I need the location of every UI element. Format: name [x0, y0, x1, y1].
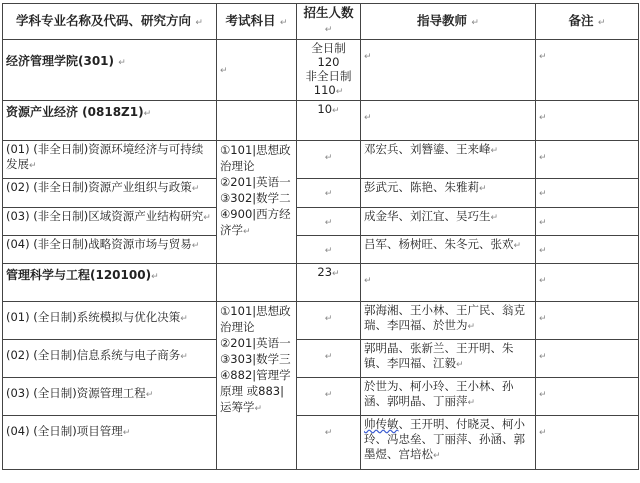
program-teachers: 吕军、杨树旺、朱冬元、张欢↵ — [361, 236, 536, 264]
program-label: (03) (全日制)资源管理工程↵ — [3, 378, 217, 416]
program-row: (03) (非全日制)区域资源产业结构研究↵ ↵ 成金华、刘江宜、吴巧生↵ ↵ — [3, 208, 639, 236]
section-quota: 23↵ — [297, 264, 361, 302]
program-row: (03) (全日制)资源管理工程↵ ↵ 於世为、柯小玲、王小林、孙涵、郭明晶、丁丽萍↵ ↵ — [3, 378, 639, 416]
program-teachers: 郭海湘、王小林、王广民、翁克瑞、李四福、於世为↵ — [361, 302, 536, 340]
program-row: (02) (非全日制)资源产业组织与政策↵ ↵ 彭武元、陈艳、朱雅莉↵ ↵ — [3, 179, 639, 208]
program-teachers: 彭武元、陈艳、朱雅莉↵ — [361, 179, 536, 208]
program-row: (01) (非全日制)资源环境经济与可持续发展↵ ①101|思想政治理论 ②201|英语一 ③302|数学二④900|西方经济学↵ ↵ 邓宏兵、刘簪鎏、王来峰↵ ↵ — [3, 141, 639, 179]
header-row — [3, 4, 639, 40]
header-teachers: 指导教师 ↵ — [361, 4, 536, 40]
section-row: 管理科学与工程(120100)↵ 23↵ ↵ ↵ — [3, 264, 639, 302]
program-row: (04) (非全日制)战略资源市场与贸易↵ ↵ 吕军、杨树旺、朱冬元、张欢↵ ↵ — [3, 236, 639, 264]
section-quota: 10↵ — [297, 101, 361, 141]
program-teachers: 帅传敏、王开明、付晓灵、柯小玲、冯忠垒、丁丽萍、孙涵、郭墨煜、宫培松↵ — [361, 416, 536, 470]
section-name: 资源产业经济 (0818Z1)↵ — [3, 101, 217, 141]
program-row: (01) (全日制)系统模拟与优化决策↵ ①101|思想政治理论 ②201|英语一 ③303|数学三④882|管理学原理 或883|运筹学↵ ↵ 郭海湘、王小林、王广民、翁克瑞、李四福、於世为↵ ↵ — [3, 302, 639, 340]
exam-subjects: ①101|思想政治理论 ②201|英语一 ③303|数学三④882|管理学原理 或883|运筹学↵ — [217, 302, 297, 470]
program-teachers: 郭明晶、张新兰、王开明、朱镇、李四福、江毅↵ — [361, 340, 536, 378]
program-teachers: 成金华、刘江宜、吴巧生↵ — [361, 208, 536, 236]
college-row: 经济管理学院(301) ↵ ↵ 全日制 120 非全日制 110↵ ↵ ↵ — [3, 40, 639, 101]
program-row: (04) (全日制)项目管理↵ ↵ 帅传敏、王开明、付晓灵、柯小玲、冯忠垒、丁丽萍、孙涵、郭墨煜、宫培松↵ ↵ — [3, 416, 639, 470]
program-row: (02) (全日制)信息系统与电子商务↵ ↵ 郭明晶、张新兰、王开明、朱镇、李四福、江毅↵ ↵ — [3, 340, 639, 378]
program-label: (04) (全日制)项目管理↵ — [3, 416, 217, 470]
header-exam: 考试科目 ↵ — [217, 4, 297, 40]
header-subject: 学科专业名称及代码、研究方向 ↵ — [3, 4, 217, 40]
program-label: (02) (非全日制)资源产业组织与政策↵ — [3, 179, 217, 208]
section-name: 管理科学与工程(120100)↵ — [3, 264, 217, 302]
enrollment-table — [2, 3, 639, 470]
program-label: (01) (非全日制)资源环境经济与可持续发展↵ — [3, 141, 217, 179]
section-row: 资源产业经济 (0818Z1)↵ 10↵ ↵ ↵ — [3, 101, 639, 141]
program-label: (01) (全日制)系统模拟与优化决策↵ — [3, 302, 217, 340]
program-teachers: 於世为、柯小玲、王小林、孙涵、郭明晶、丁丽萍↵ — [361, 378, 536, 416]
header-quota: 招生人数 ↵ — [297, 4, 361, 40]
program-label: (03) (非全日制)区域资源产业结构研究↵ — [3, 208, 217, 236]
program-teachers: 邓宏兵、刘簪鎏、王来峰↵ — [361, 141, 536, 179]
college-quota: 全日制 120 非全日制 110↵ — [297, 40, 361, 101]
header-notes: 备注 ↵ — [536, 4, 639, 40]
college-name: 经济管理学院(301) ↵ — [3, 40, 217, 101]
exam-subjects: ①101|思想政治理论 ②201|英语一 ③302|数学二④900|西方经济学↵ — [217, 141, 297, 264]
program-label: (02) (全日制)信息系统与电子商务↵ — [3, 340, 217, 378]
program-label: (04) (非全日制)战略资源市场与贸易↵ — [3, 236, 217, 264]
